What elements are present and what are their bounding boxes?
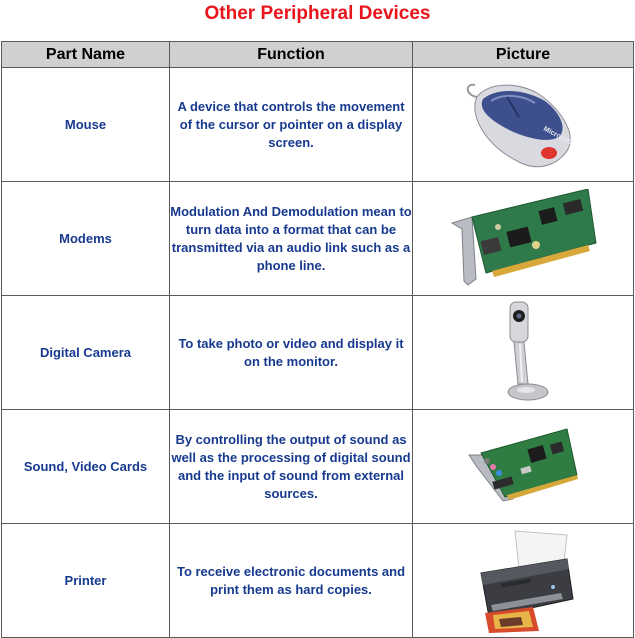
printer-picture (471, 529, 575, 633)
table-row (2, 182, 634, 296)
picture-cell (413, 68, 634, 182)
modem-card-picture (448, 189, 598, 289)
header-part-name: Part Name (2, 42, 170, 68)
sound-card-picture (467, 427, 579, 507)
svg-text:Microsoft: Microsoft (542, 125, 574, 147)
table-row (2, 410, 634, 524)
part-name-cell: Digital Camera (2, 296, 170, 410)
part-name-cell: Modems (2, 182, 170, 296)
picture-cell (413, 410, 634, 524)
function-cell: To take photo or video and display it on the monitor. (170, 296, 413, 410)
function-cell: To receive electronic documents and print them as hard copies. (170, 524, 413, 638)
header-function: Function (170, 42, 413, 68)
webcam-picture (488, 300, 558, 406)
part-name-cell: Sound, Video Cards (2, 410, 170, 524)
header-picture: Picture (413, 42, 634, 68)
mouse-picture (463, 79, 583, 171)
picture-cell (413, 296, 634, 410)
page-title: Other Peripheral Devices (204, 3, 431, 24)
table-row (2, 296, 634, 410)
picture-cell (413, 524, 634, 638)
part-name-cell: Printer (2, 524, 170, 638)
table-row (2, 68, 634, 182)
picture-cell (413, 182, 634, 296)
table-row (2, 524, 634, 638)
function-cell: By controlling the output of sound as well as the processing of digital sound and the input of sound from external sources. (170, 410, 413, 524)
function-cell: Modulation And Demodulation mean to turn data into a format that can be transmitted via an audio link such as a phone line. (170, 182, 413, 296)
part-name-cell: Mouse (2, 68, 170, 182)
table-header-row (2, 42, 634, 68)
peripheral-devices-table (1, 41, 634, 638)
function-cell: A device that controls the movement of the cursor or pointer on a display screen. (170, 68, 413, 182)
